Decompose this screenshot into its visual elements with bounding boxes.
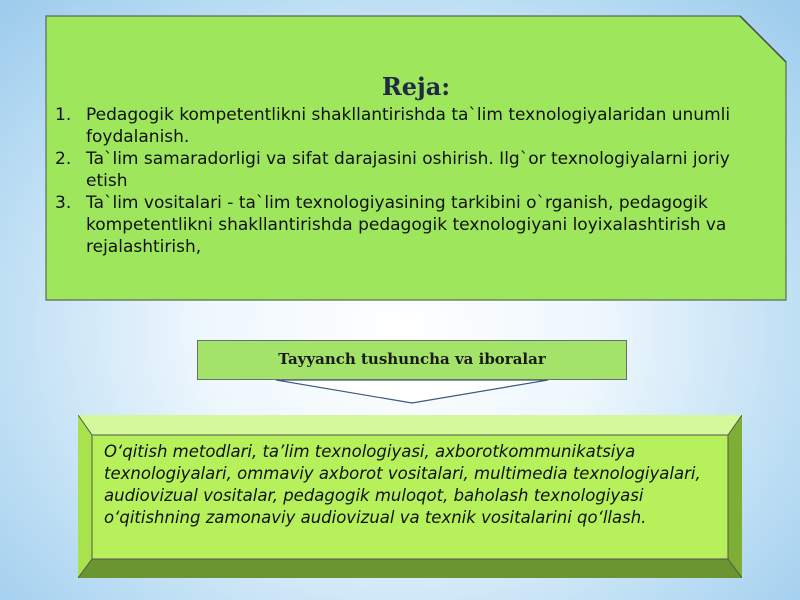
plan-item-text: Pedagogik kompetentlikni shakllantirishda ta`lim texnologiyalaridan unumli foydalanish. xyxy=(86,105,731,147)
plan-item-2 xyxy=(50,148,750,192)
plan-item-text: Ta`lim vositalari - ta`lim texnologiyasining tarkibini o`rganish, pedagogik kompetentlikni shakllantirishda pedagogik texnologiyani loyixalashtirish va rejalashtirish, xyxy=(86,193,727,257)
plan-item-number: 1. xyxy=(55,105,72,125)
plan-item-number: 2. xyxy=(55,149,72,169)
plan-list xyxy=(50,104,750,258)
plan-item-1 xyxy=(50,104,750,148)
plan-title: Reja: xyxy=(381,72,451,101)
plan-item-3 xyxy=(50,192,750,258)
subtitle-box: Tayyanch tushuncha va iboralar xyxy=(197,340,627,380)
keywords-text: O‘qitish metodlari, ta’lim texnologiyasi, axborotkommunikatsiya texnologiyalari, ommaviy axborot vositalari, multimedia texnologiyalari, audiovizual vositalar, pedagogik muloqot, baholash texnologiyasi o‘qitishning zamonaviy audiovizual va texnik vositalarini qo‘llash. xyxy=(104,442,701,527)
plan-item-text: Ta`lim samaradorligi va sifat darajasini oshirish. Ilg`or texnologiyalarni joriy etish xyxy=(86,149,730,191)
down-arrow-icon xyxy=(276,380,548,404)
plan-item-number: 3. xyxy=(55,193,72,213)
